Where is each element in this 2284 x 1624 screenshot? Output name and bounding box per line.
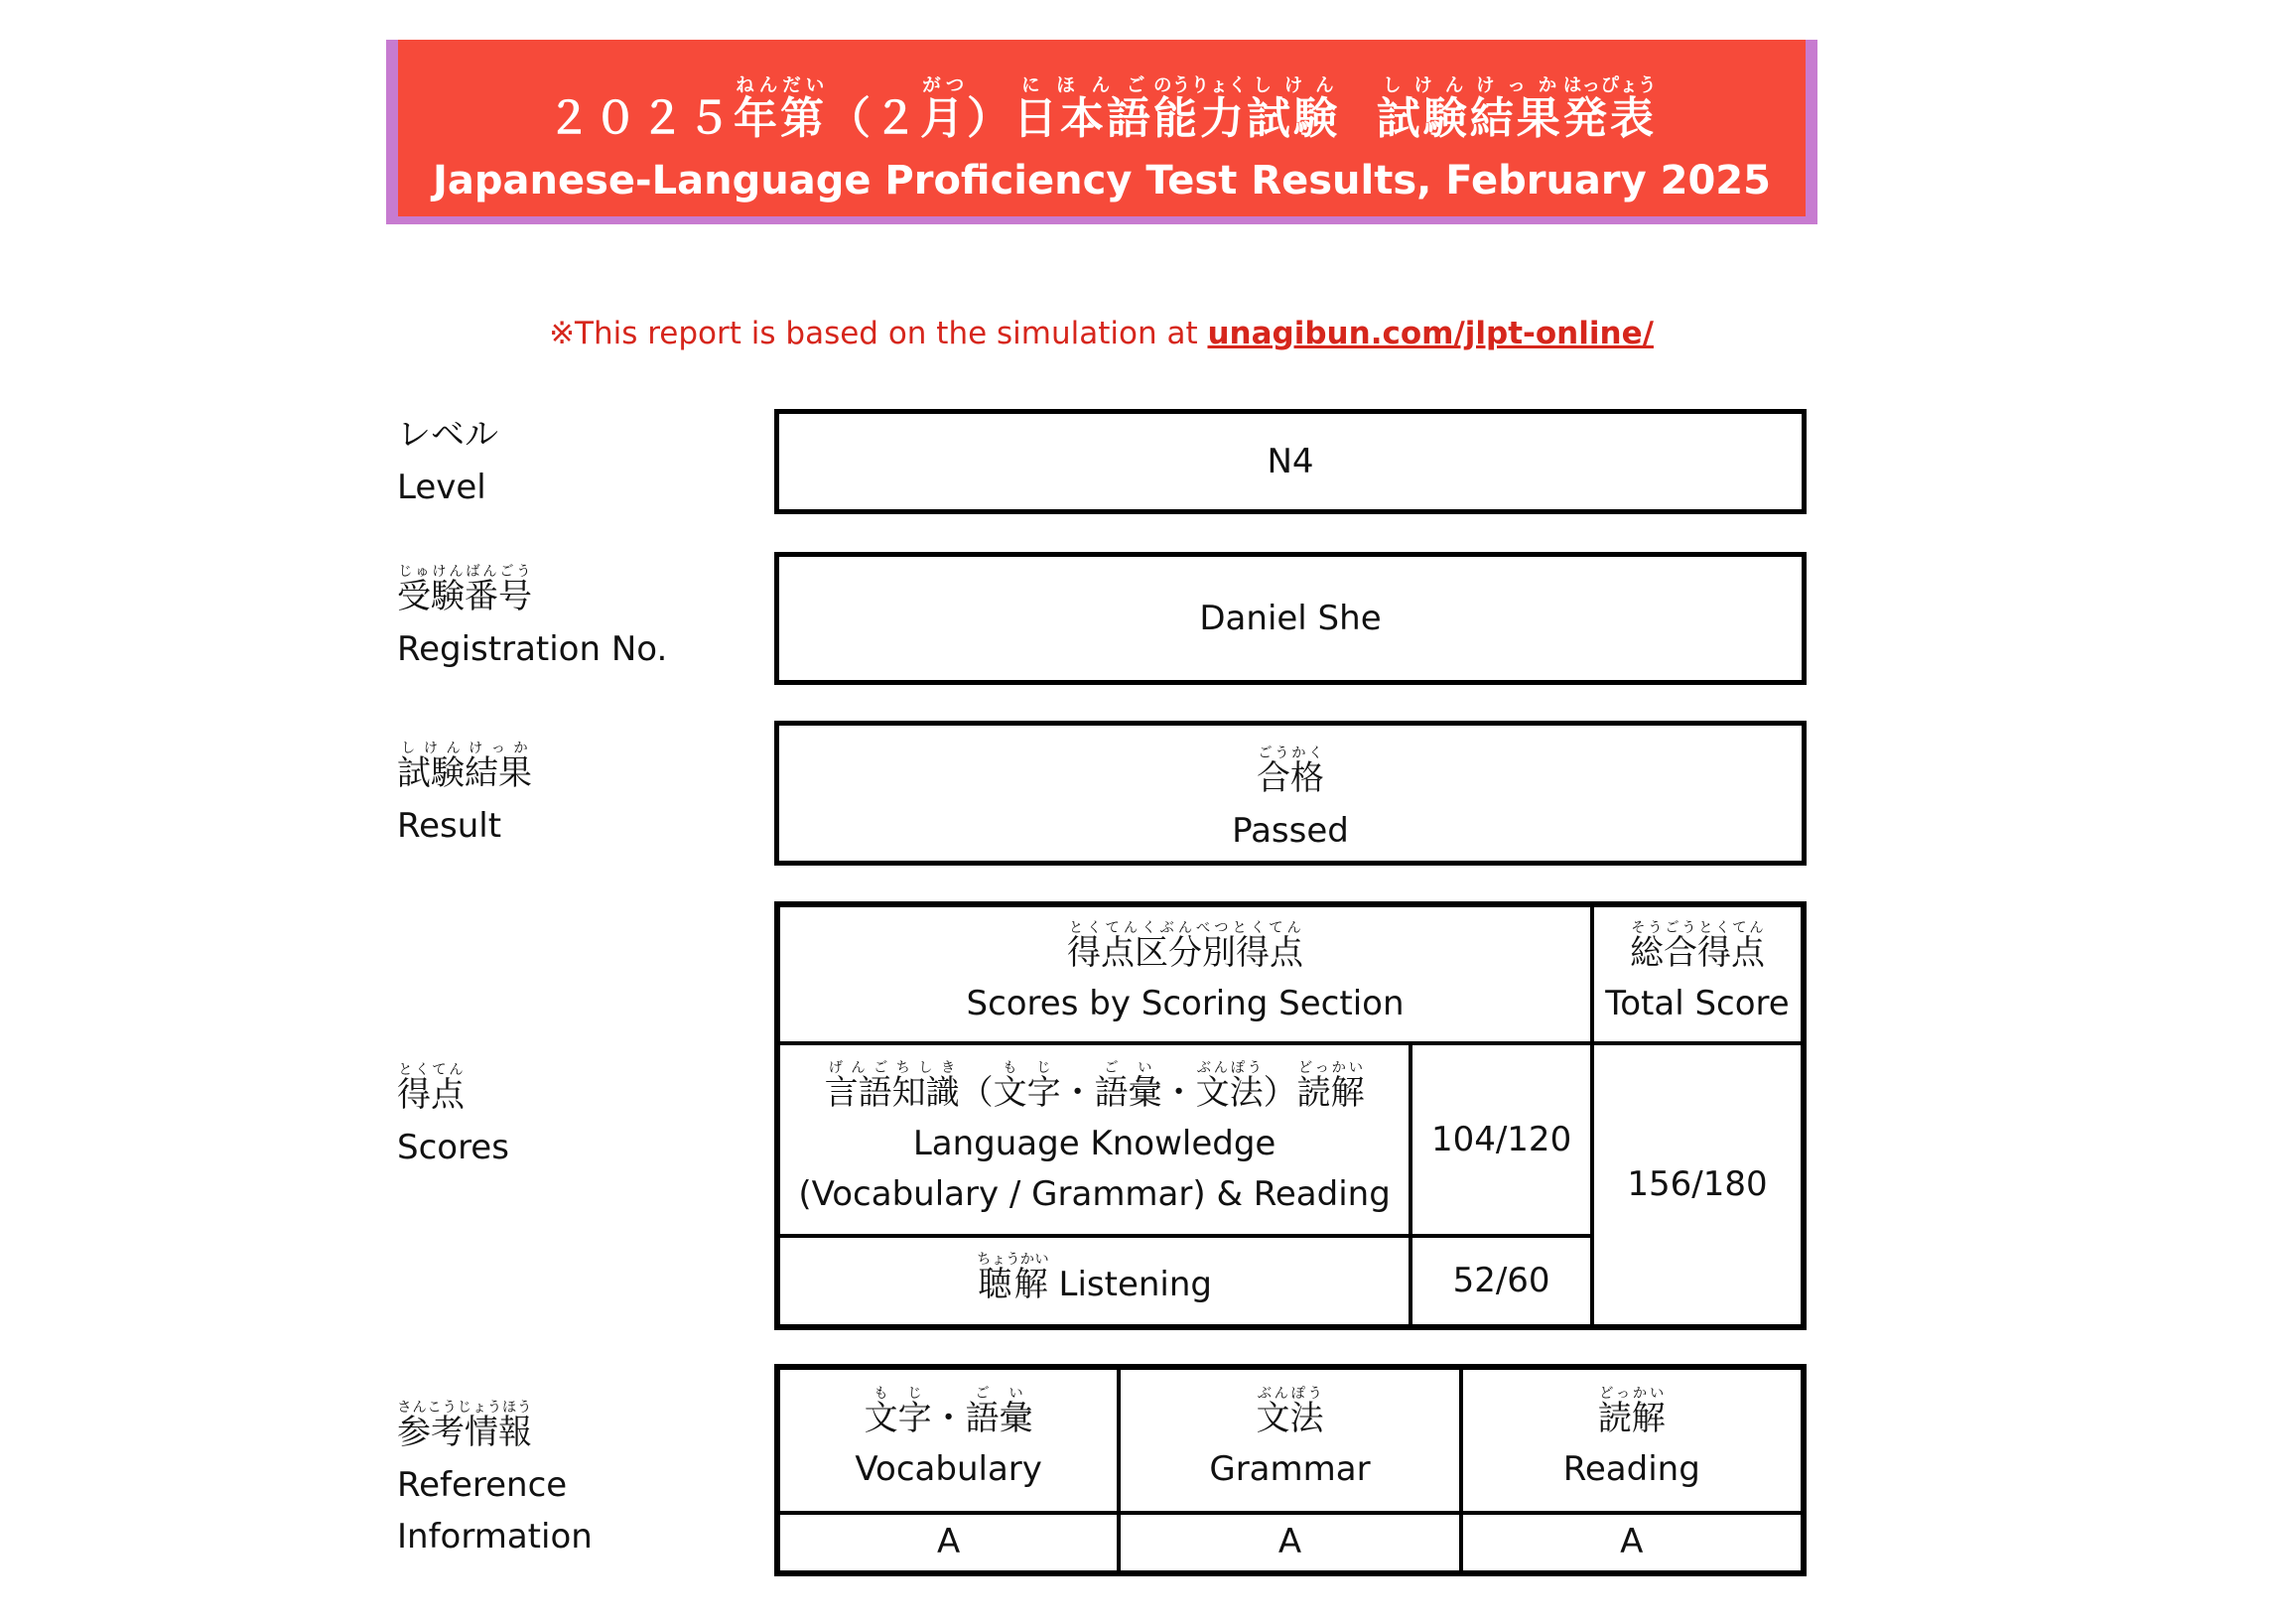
result-value-ja-text: 合格: [1257, 758, 1324, 798]
result-value-box: [774, 721, 1807, 866]
section-header-ja: [1067, 919, 1303, 973]
scores-label-en: Scores: [397, 1127, 509, 1167]
registration-label: [397, 564, 667, 675]
reading-ja: [1597, 1385, 1666, 1438]
banner-nouryoku-text: 能力: [1152, 93, 1248, 144]
knowledge-ja4-rt: ぶんぽう: [1195, 1059, 1264, 1076]
level-value: N4: [1267, 442, 1314, 481]
banner-nouryoku: [1152, 75, 1248, 144]
listening-score: 52/60: [1452, 1261, 1550, 1300]
scores-label-ja-text: 得点: [397, 1075, 465, 1115]
knowledge-en2: (Vocabulary / Grammar) & Reading: [798, 1173, 1391, 1214]
knowledge-ja2-rt: もじ: [993, 1059, 1061, 1076]
grammar-en: Grammar: [1209, 1448, 1371, 1489]
banner-paren-close: ）: [966, 93, 1013, 144]
knowledge-ja4-text: 文法: [1195, 1072, 1264, 1113]
simulation-notice: [0, 316, 2203, 351]
knowledge-ja5-text: 読解: [1296, 1072, 1365, 1113]
reference-label-ja: [397, 1400, 532, 1452]
listening-rt: ちょうかい: [977, 1252, 1049, 1268]
registration-label-rt: じゅけんばんごう: [397, 564, 532, 580]
banner-dai-text: 第: [779, 93, 827, 144]
section-header-ja-text: 得点区分別得点: [1067, 932, 1303, 973]
banner-nen-text: 年: [733, 93, 780, 144]
scores-label-ja: [397, 1062, 465, 1115]
scores-header-row: [777, 904, 1804, 1043]
reference-label: [397, 1400, 593, 1563]
result-value-ja: [1257, 745, 1324, 798]
banner-kekka-text: 試験結果: [1376, 93, 1563, 144]
banner-happyou: [1562, 75, 1658, 144]
scores-table: [774, 901, 1807, 1330]
banner-tsuki: [919, 75, 967, 144]
grammar-grade-cell: [1119, 1513, 1460, 1573]
listening-label-cell: [777, 1236, 1411, 1327]
banner-happyou-text: 発表: [1562, 93, 1658, 144]
scores-label-rt: とくてん: [397, 1062, 465, 1078]
knowledge-ja1-rt: げんごちしき: [824, 1059, 960, 1076]
knowledge-ja5: [1296, 1059, 1365, 1113]
result-label: [397, 741, 532, 852]
grammar-rt: ぶんぽう: [1256, 1385, 1324, 1402]
section-header-en: Scores by Scoring Section: [966, 983, 1405, 1023]
banner-nouryoku-rt: のうりょく: [1152, 75, 1248, 96]
reading-grade-cell: [1461, 1513, 1804, 1573]
scores-label: [397, 1062, 509, 1173]
total-header-ja: [1630, 919, 1765, 973]
reference-label-en1: Reference: [397, 1464, 568, 1505]
listening-en: Listening: [1058, 1265, 1213, 1304]
reading-ja-text: 読解: [1597, 1398, 1666, 1438]
notice-text: ※This report is based on the simulation at: [549, 316, 1208, 351]
vocab-ja1: [864, 1385, 932, 1438]
banner-nihongo-text: 日本語: [1012, 93, 1153, 144]
level-label-en: Level: [397, 467, 486, 507]
reading-en: Reading: [1562, 1448, 1700, 1489]
result-value-rt: ごうかく: [1257, 745, 1324, 761]
knowledge-ja1-text: 言語知識: [824, 1072, 960, 1113]
banner-nihongo: [1012, 75, 1153, 144]
vocab-en: Vocabulary: [855, 1448, 1042, 1489]
registration-value-box: [774, 552, 1807, 685]
banner-year: ２０２５: [546, 93, 734, 144]
grammar-header-cell: [1119, 1367, 1460, 1513]
total-score: 156/180: [1627, 1164, 1768, 1204]
vocab-grade: A: [937, 1522, 961, 1562]
knowledge-score: 104/120: [1430, 1119, 1572, 1159]
registration-label-en: Registration No.: [397, 628, 668, 669]
vocab-ja2-rt: ごい: [965, 1385, 1033, 1402]
knowledge-ja1: [824, 1059, 960, 1113]
vocab-ja1-text: 文字: [864, 1398, 932, 1438]
vocab-ja2: [965, 1385, 1033, 1438]
registration-label-ja-text: 受験番号: [397, 577, 532, 616]
knowledge-ja3-text: 語彙: [1094, 1072, 1162, 1113]
knowledge-label-cell: 言語知識げんごちしき（文字もじ・語彙ごい・文法ぶんぽう）読解どっかい Language Knowledge (Vocabulary / Grammar) & Reading: [777, 1043, 1411, 1236]
listening-score-cell: [1411, 1236, 1592, 1327]
registration-label-ja: [397, 564, 532, 616]
banner-dai: [779, 75, 827, 144]
banner-title-japanese: [398, 75, 1806, 146]
grammar-ja: [1256, 1385, 1324, 1438]
total-header-en: Total Score: [1605, 983, 1790, 1023]
reference-table: [774, 1364, 1807, 1576]
result-value-en: Passed: [1232, 810, 1349, 851]
section-header-rt: とくてんくぶんべつとくてん: [1067, 919, 1303, 936]
banner-kekka: [1376, 75, 1563, 144]
total-header-cell: [1592, 904, 1804, 1043]
banner-shiken: [1247, 75, 1341, 144]
banner-dai-rt: だい: [779, 75, 827, 96]
reading-rt: どっかい: [1597, 1385, 1666, 1402]
vocab-grade-cell: [777, 1513, 1119, 1573]
listening-ja: [977, 1252, 1049, 1304]
result-label-ja: [397, 741, 532, 793]
banner-tsuki-text: 月: [919, 93, 967, 144]
level-value-box: [774, 409, 1807, 514]
level-label-ja: レベル: [397, 415, 498, 455]
knowledge-ja2-text: 文字: [993, 1072, 1061, 1113]
banner-happyou-rt: はっぴょう: [1562, 75, 1658, 96]
registration-value: Daniel She: [1199, 599, 1382, 638]
section-header-cell: [777, 904, 1592, 1043]
grammar-ja-text: 文法: [1256, 1398, 1324, 1438]
banner-nen: [733, 75, 780, 144]
banner-title-english: Japanese-Language Proficiency Test Results, February 2025: [433, 158, 1771, 203]
result-label-ja-text: 試験結果: [397, 753, 532, 793]
banner-shiken-text: 試験: [1247, 93, 1341, 144]
knowledge-ja4: [1195, 1059, 1264, 1113]
banner-shiken-rt: しけん: [1247, 75, 1341, 96]
total-score-cell: [1592, 1043, 1804, 1327]
banner-tsuki-rt: がつ: [919, 75, 967, 96]
banner-nihongo-rt: にほんご: [1012, 75, 1153, 96]
knowledge-ja2: [993, 1059, 1061, 1113]
knowledge-row: [777, 1043, 1804, 1236]
knowledge-ja3: [1094, 1059, 1162, 1113]
reference-label-ja-text: 参考情報: [397, 1413, 532, 1452]
vocab-header-cell: 文字もじ・語彙ごい Vocabulary: [777, 1367, 1119, 1513]
reference-label-en2: Information: [397, 1517, 593, 1557]
banner-paren-open: （２: [826, 93, 920, 144]
simulation-link[interactable]: unagibun.com/jlpt-online/: [1207, 316, 1654, 351]
total-header-ja-text: 総合得点: [1630, 932, 1765, 973]
listening-ja-text: 聴解: [977, 1265, 1049, 1304]
reading-grade: A: [1620, 1522, 1644, 1562]
reference-label-rt: さんこうじょうほう: [397, 1400, 532, 1416]
vocab-ja1-rt: もじ: [864, 1385, 932, 1402]
result-label-rt: しけんけっか: [397, 741, 532, 756]
reference-grade-row: [777, 1513, 1804, 1573]
result-label-en: Result: [397, 805, 502, 846]
reading-header-cell: [1461, 1367, 1804, 1513]
reference-header-row: [777, 1367, 1804, 1513]
banner-nen-rt: ねん: [733, 75, 780, 96]
vocab-ja2-text: 語彙: [965, 1398, 1033, 1438]
knowledge-score-cell: [1411, 1043, 1592, 1236]
knowledge-en1: Language Knowledge: [912, 1123, 1276, 1163]
banner-kekka-rt: しけんけっか: [1376, 75, 1563, 96]
title-banner: [386, 40, 1817, 224]
knowledge-ja3-rt: ごい: [1094, 1059, 1162, 1076]
total-header-rt: そうごうとくてん: [1630, 919, 1765, 936]
level-label: [397, 409, 498, 513]
knowledge-ja5-rt: どっかい: [1296, 1059, 1365, 1076]
grammar-grade: A: [1277, 1522, 1302, 1562]
